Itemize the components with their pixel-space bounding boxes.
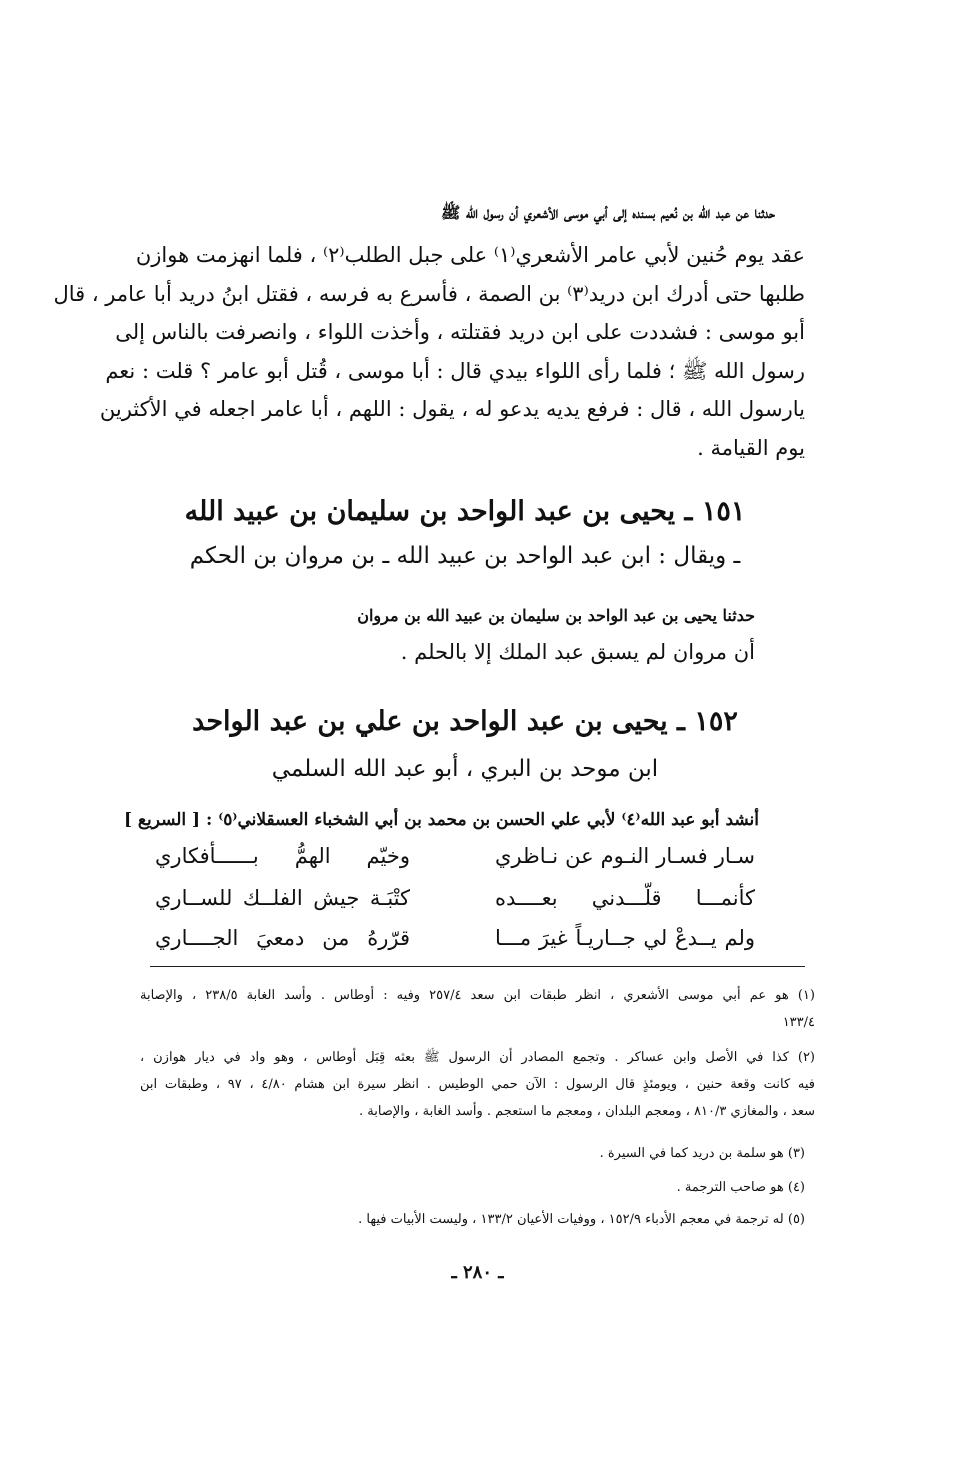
footnote-3: (٣) هو سلمة بن دريد كما في السيرة . — [599, 1146, 805, 1161]
isnad-line: حدثنا عن عبد الله بن نُعيم بسنده إلى أبي موسى الأشعري أن رسول الله ﷺ — [441, 203, 775, 222]
footnote-line: (٢) كذا في الأصل وابن عساكر . وتجمع المصادر أن الرسول ﷺ بعثه قِبَل أوطاس ، وهو واد في ديار هوازن ، — [140, 1050, 815, 1065]
entry-151-isnad: حدثنا يحيى بن عبد الواحد بن سليمان بن عبيد الله بن مروان — [357, 606, 755, 625]
verse-first-hemistich: كأنمـــا قلّـــدني بعــــده — [495, 886, 755, 910]
footnote-5: (٥) له ترجمة في معجم الأدباء ١٥٢/٩ ، ووفيات الأعيان ١٣٣/٢ ، وليست الأبيات فيها . — [358, 1212, 805, 1227]
footnote-line: ١٣٣/٤ — [782, 1015, 815, 1030]
footnote-2 — [140, 1044, 815, 1125]
text-line: طلبها حتى أدرك ابن دريد⁽٣⁾ بن الصمة ، فأسرع به فرسه ، فقتل ابنُ دريد أبا عامر ، قال — [53, 281, 805, 306]
poem-verse — [145, 926, 755, 966]
text-line: رسول الله ﷺ ؛ فلما رأى اللواء بيدي قال : أبا موسى ، قُتل أبو عامر ؟ قلت : نعم — [105, 358, 805, 383]
text-line: عقد يوم حُنين لأبي عامر الأشعري⁽١⁾ على جبل الطلب⁽٢⁾ ، فلما انهزمت هوازن — [135, 243, 805, 267]
poem-verse — [145, 886, 755, 926]
verse-first-hemistich: سـار فسـار النـوم عن نـاظري — [495, 844, 755, 868]
verse-second-hemistich: وخيّم الهمُّ بــــــأفكاري — [155, 844, 410, 868]
poem-verse — [145, 844, 755, 884]
verse-second-hemistich: كتْبَـة جيش الفلــك للســاري — [155, 886, 410, 910]
page-number: ـ ٢٨٠ ـ — [451, 1262, 504, 1283]
text-line: يارسول الله ، قال : فرفع يديه يدعو له ، يقول : اللهم ، أبا عامر اجعله في الأكثرين — [99, 397, 805, 421]
footnote-line: (١) هو عم أبي موسى الأشعري ، انظر طبقات ابن سعد ٢٥٧/٤ وفيه : أوطاس . وأسد الغابة ٢٣٨/٥ ، والإصابة — [140, 988, 815, 1003]
entry-151-subtitle: ـ ويقال : ابن عبد الواحد بن عبيد الله ـ بن مروان بن الحكم — [189, 543, 741, 569]
footnote-4: (٤) هو صاحب الترجمة . — [676, 1180, 805, 1195]
footnote-separator — [150, 966, 805, 967]
verse-first-hemistich: ولم يــدعْ لي جــاريـاً غيرَ مـــا — [495, 926, 755, 950]
footnote-1 — [140, 982, 815, 1036]
hadith-text — [53, 236, 805, 467]
text-line: أبو موسى : فشددت على ابن دريد فقتلته ، وأخذت اللواء ، وانصرفت بالناس إلى — [115, 320, 805, 344]
entry-152-title: ١٥٢ ـ يحيى بن عبد الواحد بن علي بن عبد الواحد — [192, 706, 738, 737]
entry-151-text: أن مروان لم يسبق عبد الملك إلا بالحلم . — [400, 640, 755, 664]
footnote-line: سعد ، والمغازي ٨١٠/٣ ، ومعجم البلدان ، ومعجم ما استعجم . وأسد الغابة ، والإصابة . — [359, 1104, 815, 1119]
entry-151-title: ١٥١ ـ يحيى بن عبد الواحد بن سليمان بن عبيد الله — [184, 496, 746, 527]
verse-second-hemistich: قرّرهُ من دمعيَ الجــــاري — [155, 926, 410, 950]
footnote-line: فيه كانت وقعة حنين ، ويومئذٍ قال الرسول : الآن حمي الوطيس . انظر سيرة ابن هشام ٤/٨٠ ، ٩٧ ، وطبقات ابن — [140, 1077, 815, 1092]
text-line: يوم القيامة . — [697, 435, 805, 460]
poem-intro: أنشد أبو عبد الله⁽٤⁾ لأبي علي الحسن بن محمد بن أبي الشخباء العسقلاني⁽٥⁾ : [ السريع ] — [123, 810, 759, 830]
entry-152-subtitle: ابن موحد بن البري ، أبو عبد الله السلمي — [271, 756, 659, 782]
